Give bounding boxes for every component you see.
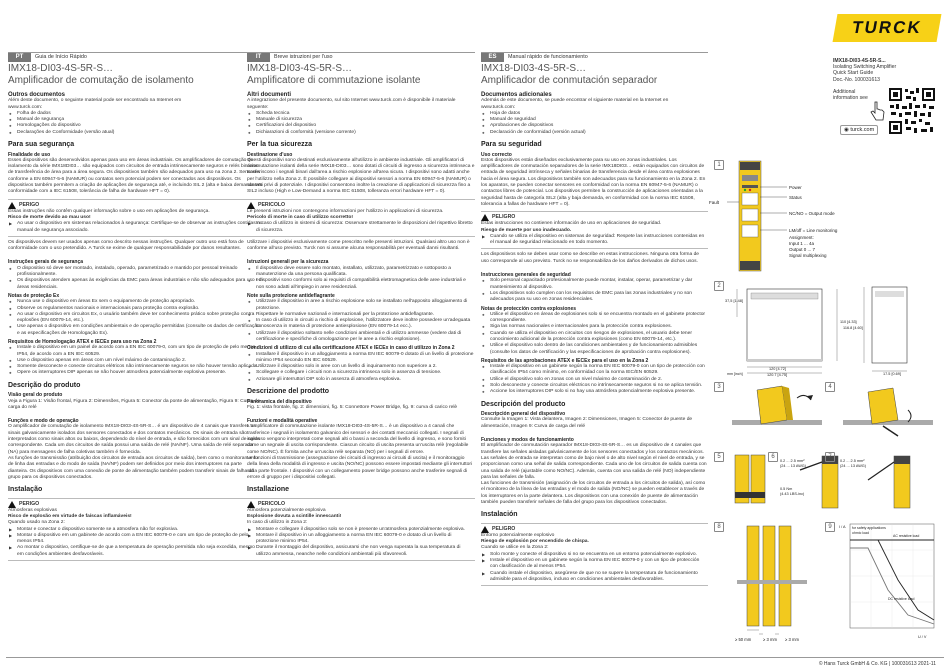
label-multiplexing: Signal multiplexing [789, 253, 827, 258]
doc-item: ● Homologações do dispositivo [8, 123, 263, 129]
install-danger-title-es: PELIGRO [492, 525, 516, 532]
figure-front-view [709, 157, 937, 275]
product-name-it: IMX18-DI03-4S-5R-S… [247, 63, 353, 74]
label-input: Input 1 ... 4a [789, 241, 815, 246]
doc-item: ● Certificazioni del dispositivo [247, 123, 475, 129]
warning-icon [8, 202, 16, 209]
heading-func-es: Funciones y modos de funcionamiento [481, 437, 574, 444]
heading-install-pt: Instalação [8, 486, 43, 494]
list-item: ● Utilice el dispositivo solo dentro de las condiciones ambientales y de funcionamiento admisibles (consulte los datos de certificación y las especificaciones de aprobación contra explosiones). [481, 343, 708, 356]
heading-docs-es: Documentos adicionales [481, 92, 552, 98]
func2-es: Las funciones de transmisión (asignación de los circuitos de entrada a los circuitos de salida), así como el monitoreo de la línea de las entradas y el modo de salida (NO/NC) se pueden establecer a través de los interruptores en la parte delantera. Los dispositivos con una conexión de puente de alimentación también pueden transferir señales de falla del grupo para los dispositivos conectados. [481, 481, 706, 506]
func2-pt: As funções de transmissão (atribuição dos circuitos de entrada aos circuitos de saída), bem como o monitoramento de linha das entradas e do modo de saída (NA/NF) podem ser definidos por meio dos interruptores na parte dianteira. Os dispositivos com uma conexão de ponte de alimentação também podem transferir sinais de falha do grupo para os dispositivos conectados. [8, 455, 259, 480]
func-pt: O amplificador de comutação de isolamento IMX18-DI03-4S-5R-S… é um dispositivo de 4 canais que transfere os sinais galvanicamente isolados dos sensores conectados e dos contatos mecânicos. Os sinais de entrada são interpretados como sinais altos ou baixos, dependendo do nível de entrada, e são fornecidos com um sinal de saída correspondente. Cada um dos circuitos de saída possui uma saída de relé (NA/NF). Uma saída de relé separada (NA) para mensagens de falha coletivas também é fornecida. [8, 424, 260, 455]
danger-text-es: Estas instrucciones no contienen información de uso en aplicaciones de seguridad. [481, 221, 662, 227]
list-item: ● Scollegare e collegare i circuiti non a sicurezza intrinseca solo in assenza di tensione. [247, 370, 475, 376]
install-danger-l3-es: Cuando se utilice en la Zona 2: [481, 545, 549, 551]
dim-unit: mm [inch] [727, 372, 743, 376]
dim-height-1: 110 [4.33] [840, 320, 857, 324]
spring-wire-size-label: 0.2 ... 2.5 mm² [840, 459, 865, 463]
heading-overview-es: Descripción general del dispositivo [481, 411, 566, 418]
label-fault: Fault [709, 200, 720, 205]
warning-icon [247, 202, 255, 209]
list-item: ▶ Durante il montaggio del dispositivo, assicurarsi che non venga superata la sua temperatura di utilizzo ammessa, neanche nelle condizioni ambientali più sfavorevoli. [247, 545, 475, 558]
list-item: ● Use o dispositivo apenas em áreas com um nível máximo de contaminação 2. [8, 358, 263, 364]
misuse-it: Utilizzare i dispositivi esclusivamente come prescritto nelle presenti istruzioni. Qualsiasi altro uso non è conforme all'uso previsto. Turck non si assume alcuna responsabilità per eventuali danni risultanti. [247, 239, 470, 252]
torque-lbs-label: (4.43 LBS-inc) [780, 492, 805, 496]
danger-title-pt: PERIGO [19, 201, 40, 208]
heading-func-it: Funzioni e modalità operative [247, 418, 318, 425]
language-bar-es [481, 52, 708, 61]
install-danger-title-it: PERICOLO [258, 500, 286, 507]
y-axis-label: I / A [839, 525, 846, 529]
torque-label: 0.5 Nm [780, 487, 793, 491]
spacing-3mm-b: ≥ 3 mm [785, 637, 799, 642]
list-item: ● Il dispositivo deve essere solo montato, installato, utilizzato, parametrizzato e sottoposto a manutenzione da una persona qualificata. [247, 266, 475, 279]
install-danger-es [481, 523, 708, 586]
dim-width-1: 120 [4.72] [769, 367, 786, 371]
doc-item: ● Manuale di sicurezza [247, 117, 475, 123]
product-name-pt: IMX18-DI03-4S-5R-S… [8, 63, 114, 74]
figure-spacing [727, 520, 817, 645]
intended-use-it: Questi dispositivi sono destinati esclusivamente all'utilizzo in ambiente industriale. Gli amplificatori di commutazione isolanti della serie IMX18-DI03… sono dotati di circuiti di ingresso a sicurezza intrinseca e trasferiscono i segnali binari dall'area a rischio esplosione all'area sicura. I dispositivi sono adatti anche per l'utilizzo nella Zona 2. È possibile collegare ai dispositivi sensori a norma EN 60947-5-6 (NAMUR) o contatti privi di potenziale. I dispositivi consentono inoltre la creazione di applicazioni di sicurezza fino a SIL2 incluso (High e Low-Demand a norma IEC 61508, tolleranza errori hardware HFT = 0). [247, 157, 475, 195]
figure-number-8: 8 [714, 522, 724, 532]
docs-intro-pt: Além deste documento, o seguinte material pode ser encontrado na Internet em [8, 98, 182, 104]
list-item: ● Cuando se utiliza el dispositivo en circuitos con riesgos de explosiones, el usuario debe tener conocimiento adicional de la protección contra explosiones (como EN 60079-14, etc.). [481, 331, 708, 344]
list-item: ● Utilice el dispositivo en áreas de explosiones solo si se encuentra montado en el gabinete protector correspondiente. [481, 312, 708, 325]
column-it [247, 52, 475, 660]
hand-pointer-icon [868, 100, 886, 124]
warning-icon [481, 526, 489, 533]
heading-install-it: Installazione [247, 486, 290, 494]
list-item: ● I dispositivi sono conformi solo ai requisiti di compatibilità elettromagnetica delle aree industriali e non sono adatti all'impiego in aree residenziali. [247, 278, 475, 291]
list-item: ● Nunca use o dispositivo em áreas Ex sem o equipamento de proteção apropriado. [8, 299, 263, 305]
doc-item: ● Scheda tecnica [247, 111, 475, 117]
list-item: ● Observe os regulamentos nacionais e internacionais para proteção contra explosão. [8, 306, 263, 312]
doc-item: ● Dichiarazioni di conformità (versione corrente) [247, 130, 475, 136]
danger-box-es [481, 211, 708, 249]
list-item: ● Rispettare le normative nazionali e internazionali per la protezione antideflagrante. [247, 312, 475, 318]
install-danger-pt [8, 498, 263, 561]
list-item: ● Instale el dispositivo en un gabinete según la norma EN IEC 60079-0 con un tipo de protección con clasificación IP54 como mínimo, en conformidad con la norma IEC/EN 60529. [481, 364, 708, 377]
curve-label-ac: AC resistive load [893, 534, 920, 538]
list-item: ● Siga las normas nacionales e internacionales para la protección contra explosiones. [481, 324, 708, 330]
figure-number-7: 7 [825, 452, 835, 462]
list-item: ● Instale o dispositivo em um painel de acordo com a EN IEC 60079-0, com um tipo de proteção de pelo menos IP54, de acordo com a EN IEC 60529. [8, 345, 263, 358]
figure-number-5: 5 [714, 452, 724, 462]
heading-docs-pt: Outros documentos [8, 92, 66, 98]
info-additional: Additional information see [833, 88, 868, 102]
overview-pt: Veja a Figura 1: Visão frontal, Figura 2: Dimensões, Figura 5: Conector da ponte de alimentação, Figura 9: Curva de carga do relé [8, 398, 260, 410]
list-item: ● Solo personal capacitado profesionalmente puede montar, instalar, operar, parametrizar y dar mantenimiento al dispositivo. [481, 278, 708, 291]
list-item: ▶ Montar e conectar o dispositivo somente se a atmosfera não for explosiva. [8, 527, 263, 533]
list-item: ● Utilice el dispositivo solo en zonas con un nivel máximo de contaminación de 2. [481, 377, 708, 383]
danger-text-pt: Essas instruções não contêm qualquer informação sobre o uso em aplicações de segurança. [8, 208, 210, 214]
language-code-pt: PT [8, 53, 31, 62]
install-danger-l1-es: Entorno potencialmente explosivo [481, 532, 555, 538]
docs-intro-es: Además de este documento, se puede encontrar el siguiente material en la Internet en [481, 98, 669, 104]
footer-rule [6, 657, 944, 658]
figure-number-9: 9 [825, 522, 835, 532]
turck-url: turck.com [850, 127, 875, 133]
danger-bold-es: Riesgo de muerte por uso inadecuado. [481, 227, 572, 233]
heading-overview-it: Panoramica del dispositivo [247, 398, 312, 405]
doc-item: ● Declarações de Conformidade (versão atual) [8, 130, 263, 136]
install-danger-l3-it: In caso di utilizzo in Zona 2: [247, 520, 308, 526]
heading-intended-es: Uso correcto [481, 151, 512, 158]
heading-safety-es: Para su seguridad [481, 141, 542, 149]
language-bar-it [247, 52, 475, 61]
warning-icon [247, 501, 255, 508]
qr-code[interactable] [886, 85, 938, 137]
intended-use-es: Estos dispositivos están diseñados exclusivamente para su uso en zonas industriales. Los amplificadores de conmutación separadores de la serie IMX18DI03… están equipados con circuitos de entrada de seguridad intrínseca y señales binarias de transferencia desde el área contra explosiones hacia el área segura. Los dispositivos también son adecuados para su funcionamiento en la Zona 2. En los aparatos, se pueden conectar sensores en conformidad con la norma EN 60947-5-6 (NAMUR) o contactos libres de potencial. Los dispositivos permiten la construcción de aplicaciones orientadas a la seguridad hasta de categoría SIL2 (alta y baja demanda, en conformidad con la norma IEC 61508, tolerancia a fallas de hardware HFT = 0). [481, 157, 706, 207]
figure-removal [838, 380, 938, 442]
dim-thickness: 17.5 [0.69] [883, 372, 901, 376]
danger-title-it: PERICOLO [258, 201, 286, 208]
misuse-pt: Os dispositivos devem ser usados apenas como descrito nessas instruções. Qualquer outro uso está fora de conformidade com o uso pretendido. A Turck se exime de qualquer responsabilidade por danos resultantes. [8, 239, 244, 252]
heading-func-pt: Funções e modo de operação [8, 418, 79, 425]
product-subtitle-pt: Amplificador de comutação de isolamento [8, 75, 194, 86]
install-danger-l3-pt: Quando usado na Zona 2: [8, 520, 65, 526]
heading-atex-es: Requisitos de las aprobaciones ATEX e IECEx para el uso en la Zona 2 [481, 357, 649, 364]
func-es: El amplificador de conmutación separador IMX18-DI03-4S-5R-S… es un dispositivo de 4 canales que transfiere las señales aisladas galvánicamente de los sensores conectados y los contactos mecánicos. Las señales de entrada se interpretan como de bajo nivel o de alto nivel según el nivel de entrada, y se proporcionan como una señal de salida correspondiente. Cada uno de los circuitos de salida cuenta con una salida de relé (ajustable como NO/NC). Además, cuenta con una salida de relé (NO) independiente para las señales de falla. [481, 443, 707, 480]
language-code-es: ES [481, 53, 504, 62]
install-danger-l2-pt: Risco de explosão em virtude de faíscas inflamáveis! [8, 513, 132, 519]
doc-item: ● Manual de segurança [8, 117, 263, 123]
figure-wiring-spring [838, 450, 938, 512]
label-output-mode: NC/NO = Output mode [789, 211, 835, 216]
list-item: ▶ Solo monte y conecte el dispositivo si no se encuentra en un entorno potencialmente explosivo. [481, 552, 708, 558]
heading-docs-it: Altri documenti [247, 92, 292, 98]
func-it: L'amplificatore di commutazione isolante IMX18-DI03-4S-5R-S… è un dispositivo a 4 canali che trasferisce i segnali in isolamento galvanico dei sensori e dei contatti meccanici collegati. I segnali di ingresso vengono interpretati come segnali alti o bassi a seconda del livello di ingresso, e sono forniti come un segnale di uscita corrispondente. Ciascun circuito di uscita presenta un'uscita relè (regolabile come NO/NC). È fornita anche un'uscita relè separata (NO) per i segnali di errore. [247, 424, 469, 455]
product-subtitle-it: Amplificatore di commutazione isolante [247, 75, 421, 86]
doc-item: ● Folha de dados [8, 111, 263, 117]
guide-title-pt: Guia de Início Rápido [35, 54, 87, 60]
list-item: ▶ Ao montar o dispositivo, certifique-se de que a temperatura de operação permitida não seja excedida, mesmo em condições ambientes desfavoráveis. [8, 545, 263, 558]
list-item: ▶ Cuando instale el dispositivo, asegúrese de que no se supere la temperatura de funcionamiento admisible para el dispositivo, incluso en condiciones ambientales desfavorables. [481, 571, 708, 584]
install-danger-title-pt: PERIGO [19, 500, 40, 507]
list-item: ● Accione los interruptores DIP solo si no hay una atmósfera potencialmente explosiva presente. [481, 389, 708, 395]
list-item: ● In caso di utilizzo in circuiti a rischio di esplosione, l'utilizzatore deve inoltre possedere un'adeguata conoscenza in materia di protezione antiesplosione (EN 60079-14 ecc.). [247, 318, 475, 331]
danger-box-it [247, 199, 475, 237]
curve-label-ohmic: ohmic load [852, 531, 869, 535]
figure-number-2: 2 [714, 281, 724, 291]
language-code-it: IT [247, 53, 270, 62]
heading-desc-es: Descripción del producto [481, 400, 566, 408]
docs-url-pt: www.turck.com: [8, 104, 43, 110]
list-item: ● O dispositivo só deve ser montado, instalado, operado, parametrizado e mantido por pessoal treinado profissionalmente. [8, 266, 263, 279]
list-item: ● Utilizzare il dispositivo in aree a rischio esplosione solo se installato nell'apposito alloggiamento di protezione. [247, 299, 475, 312]
danger-text-it: Le presenti istruzioni non contengono informazioni per l'utilizzo in applicazioni di sicurezza. [247, 208, 444, 214]
info-type: Isolating Switching Amplifier [833, 64, 897, 71]
warning-icon [8, 501, 16, 508]
misuse-es: Los dispositivos solo se deben usar como se describe en estas instrucciones. Ninguna otra forma de uso corresponde al uso previsto. Turck no se responsabiliza de los daños derivados de dichos usos. [481, 252, 700, 264]
list-item: ● Somente desconecte e conecte circuitos elétricos não intrinsecamente seguros se não houver tensão aplicada. [8, 364, 263, 370]
heading-intended-pt: Finalidade de uso [8, 151, 51, 158]
figure-relay-load-curve [838, 520, 938, 645]
spring-wire-awg-label: (24 ... 13 AWG) [840, 464, 867, 468]
doc-item: ● Aprobaciones de dispositivos [481, 123, 708, 129]
install-danger-l1-pt: Atmosferas explosivas [8, 507, 57, 513]
danger-title-es: PELIGRO [492, 214, 516, 221]
heading-general-it: Istruzioni generali per la sicurezza [247, 259, 329, 266]
info-guide: Quick Start Guide [833, 70, 874, 77]
install-danger-it [247, 498, 475, 561]
dim-height-2: 116.8 [4.60] [843, 326, 863, 330]
guide-title-it: Breve istruzioni per l'uso [274, 54, 333, 60]
label-output: Output 0 ... 7 [789, 247, 816, 252]
danger-item-es: ▶ Cuando se utiliza el dispositivo en sistemas de seguridad: Respete las instrucciones contenidas en el manual de seguridad relacionado en todo momento. [481, 234, 708, 247]
list-item: ● Ao usar o dispositivo em circuitos Ex, o usuário também deve ter conhecimento prático sobre proteção contra explosões (EN 60079-14, etc.). [8, 312, 263, 325]
heading-ex-pt: Notas de proteção Ex [8, 292, 60, 299]
install-danger-l1-it: Atmosfera potenzialmente esplosiva [247, 507, 326, 513]
guide-title-es: Manual rápido de funcionamiento [508, 54, 588, 60]
overview-it: Fig. 1: vista frontale, fig. 2: dimensioni, fig. 5: Connettore Power Bridge, fig. 9: curva di carico relè [247, 404, 458, 410]
x-axis-label: U / V [918, 635, 927, 639]
figure-number-6: 6 [768, 452, 778, 462]
globe-icon: ◉ [844, 127, 851, 133]
spacing-50mm: ≥ 50 mm [735, 637, 752, 642]
language-bar-pt [8, 52, 263, 61]
heading-intended-it: Destinazione d'uso [247, 151, 293, 158]
list-item: ▶ Montar o dispositivo em um gabinete de acordo com a EN IEC 60079-0 e com um tipo de proteção de pelo menos IP54. [8, 533, 263, 546]
turck-url-link[interactable] [840, 125, 878, 135]
label-line-monitoring: LM/off = Line monitoring [789, 228, 838, 233]
list-item: ▶ Instale el dispositivo en un gabinete según la norma EN IEC 60079-0 y con un tipo de protección con clasificación de al menos IP54. [481, 558, 708, 571]
list-item: ● Installare il dispositivo in un alloggiamento a norma EN IEC 60079-0 dotato di un livello di protezione minimo IP54 secondo EN IEC 60529. [247, 352, 475, 365]
list-item: ● Los dispositivos solo cumplen con los requisitos de EMC para las zonas industriales y no son adecuados para su uso en zonas residenciales. [481, 291, 708, 304]
heading-atex-it: Condizioni di utilizzo di cui alla certificazione ATEX e IECEx in caso di utilizzo in Zona 2 [247, 345, 455, 352]
func2-it: Le funzioni di trasmissione (assegnazione dei circuiti di ingresso ai circuiti di uscita) e il monitoraggio della linea della modalità di ingresso e uscita (NO/NC) possono essere impostati mediante gli interruttori sulla parte frontale. I dispositivi con un collegamento power bridge possono anche trasferire segnali di errore di gruppo per i dispositivi collegati. [247, 455, 473, 480]
heading-install-es: Instalación [481, 511, 518, 519]
label-assignment: Assignment: [789, 235, 814, 240]
figure-dimensions [727, 279, 937, 379]
heading-safety-it: Per la tua sicurezza [247, 141, 312, 149]
label-status: Status [789, 195, 802, 200]
list-item: ● Azionare gli interruttori DIP solo in assenza di atmosfera esplosiva. [247, 377, 475, 383]
wire-size-label: 0.2 ... 2.5 mm² [780, 459, 805, 463]
list-item: ● Utilizzare il dispositivo solo in aree con un livello di inquinamento non superiore a 2. [247, 364, 475, 370]
danger-bold-pt: Risco de morte devido ao mau uso! [8, 214, 91, 220]
curve-label-dc: DC resistive load [888, 597, 915, 601]
figure-number-4: 4 [825, 382, 835, 392]
list-item: ▶ Montare e collegare il dispositivo solo se non è presente un'atmosfera potenzialmente esplosiva. [247, 527, 475, 533]
list-item: ● Utilizzare il dispositivo soltanto nelle condizioni ambientali e di utilizzo ammesse (vedere dati di certificazione e specifiche di omologazione per le aree a rischio esplosione). [247, 331, 475, 344]
list-item: ● Os dispositivos atendem apenas às exigências da EMC para áreas industriais e não são adequados para uso em áreas residenciais. [8, 278, 263, 291]
list-item: ● Solo desconecte y conecte circuitos eléctricos no intrínsecamente seguros si no se aplica tensión. [481, 383, 708, 389]
wire-awg-label: (24 ... 13 AWG) [780, 464, 807, 468]
curve-label-safety: for safety applications [852, 526, 886, 530]
column-es [481, 52, 708, 660]
heading-general-es: Instrucciones generales de seguridad [481, 272, 571, 279]
column-pt [8, 52, 263, 660]
list-item: ▶ Montare il dispositivo in un alloggiamento a norma EN IEC 60079-0 e dotato di un livello di protezione minimo IP54. [247, 533, 475, 546]
overview-es: Consulte la Imagen 1: Vista delantera, Imagen 2: Dimensiones, Imagen 5: Conector de puente de alimentación, Imagen 9: Curva de carga del relé [481, 417, 693, 429]
docs-intro-it: A integrazione del presente documento, sul sito Internet www.turck.com è disponibile il materiale seguente: [247, 98, 456, 110]
list-item: ● Use apenas o dispositivo em condições ambientais e de operação permitidas (consulte os dados de certificação e as especificações de Homologação Ex). [8, 324, 263, 337]
heading-general-pt: Instruções gerais de segurança [8, 259, 84, 266]
dim-width-2: 120.7 [4.75] [767, 373, 788, 377]
heading-ex-it: Note sulla protezione antideflagrante [247, 292, 335, 299]
turck-logo: TURCK [833, 14, 942, 42]
heading-safety-pt: Para sua segurança [8, 141, 75, 149]
heading-ex-es: Notas de protección contra explosiones [481, 305, 577, 312]
heading-overview-pt: Visão geral do produto [8, 392, 63, 399]
info-docno: Doc.-No. 100031613 [833, 76, 881, 83]
doc-item: ● Declaración de conformidad (versión actual) [481, 130, 708, 136]
label-power: Power [789, 185, 802, 190]
docs-url-es: www.turck.com: [481, 104, 516, 110]
heading-desc-it: Descrizione del prodotto [247, 388, 330, 396]
figure-mounting-rail [727, 380, 827, 442]
heading-desc-pt: Descrição do produto [8, 381, 81, 389]
install-danger-l2-it: Esplosione dovuta a scintille innescanti! [247, 513, 342, 519]
danger-box-pt [8, 199, 263, 237]
footer-copyright: © Hans Turck GmbH & Co. KG | 100031613 2021-11 [818, 661, 936, 667]
product-subtitle-es: Amplificador de conmutación separador [481, 75, 658, 86]
danger-bold-it: Pericolo di morte in caso di utilizzo scorretto! [247, 214, 353, 220]
doc-item: ● Hoja de datos [481, 111, 708, 117]
figure-number-1: 1 [714, 160, 724, 170]
doc-item: ● Manual de seguridad [481, 117, 708, 123]
danger-item-it: ▶ In caso di utilizzo in sistemi di sicurezza: Osservare strettamente le disposizioni del rispettivo libretto di sicurezza. [247, 221, 475, 234]
install-danger-l2-es: Riesgo de explosión por encendido de chispa. [481, 539, 589, 545]
intended-use-pt: Esses dispositivos são desenvolvidos apenas para uso em áreas industriais. Os amplificadores de comutação de isolamento da série IMX18DI03… são equipados com circuitos de entrada intrinsecamente seguros e relés binários de transferência de área para a área segura. Os dispositivos também são adequados para uso na zona 2. Sensores conforme a EN 60947-5-6 (NAMUR) ou contatos sem potencial podem ser conectados aos dispositivos. Os dispositivos também permitem a criação de aplicações de segurança até, e incluindo SIL 2 (alta e baixa demanda em conformidade com a IEC 61508, tolerância de falha de hardware HFT = 0). [8, 157, 263, 195]
product-name-es: IMX18-DI03-4S-5R-S… [481, 63, 587, 74]
warning-icon [481, 214, 489, 221]
list-item: ● Opere os interruptores DIP apenas se não houver atmosfera potencialmente explosiva presente. [8, 370, 263, 376]
info-product: IMX18-DI03-4S-5R-S... [833, 58, 886, 64]
dim-depth: 37,5 [1.48] [725, 299, 743, 303]
spacing-3mm-a: ≥ 3 mm [763, 637, 777, 642]
figure-number-3: 3 [714, 382, 724, 392]
danger-item-pt: ▶ Ao usar o dispositivo em sistemas relacionados à segurança: Certifique-se de observar as instruções contidas no manual de segurança associado. [8, 221, 263, 234]
heading-atex-pt: Requisitos de Homologação ATEX e IECEx para uso na Zona 2 [8, 339, 157, 345]
